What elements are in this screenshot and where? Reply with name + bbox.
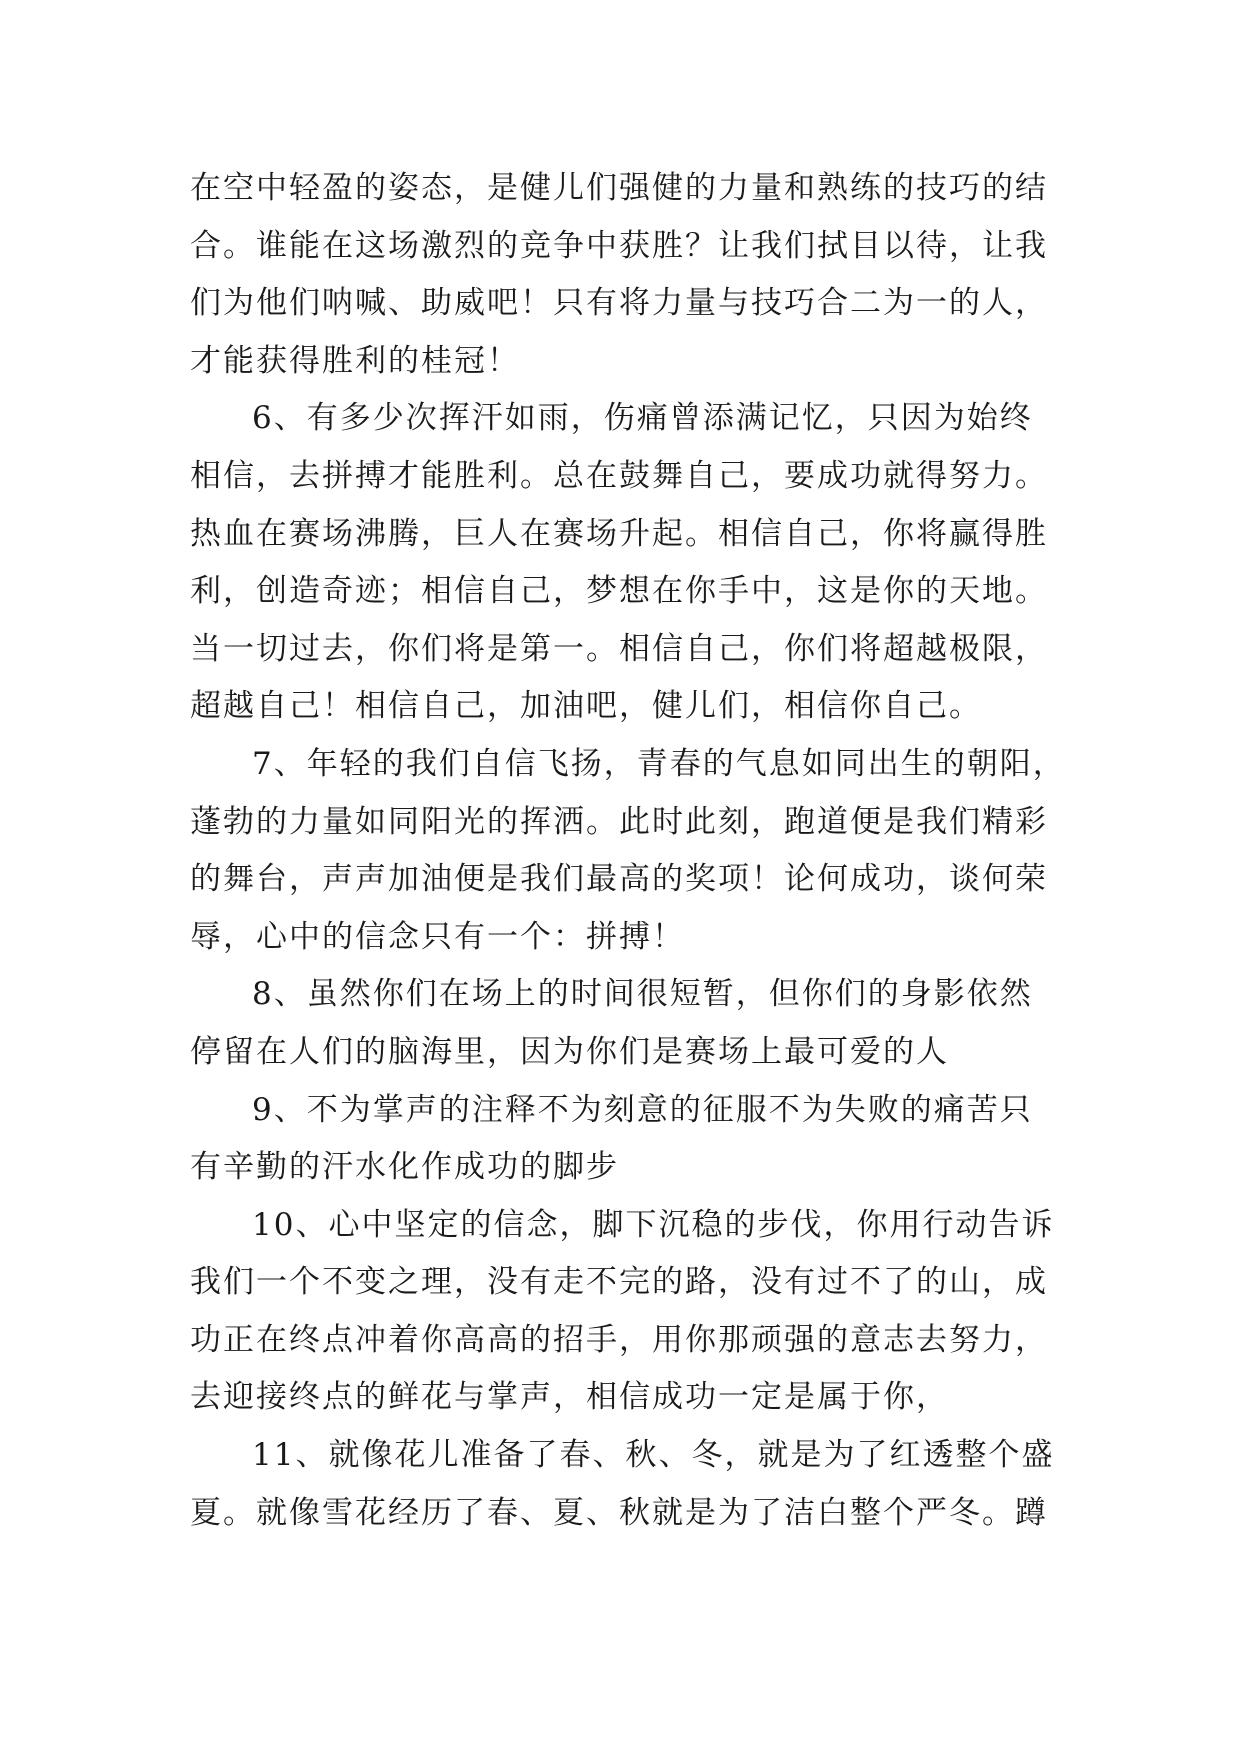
- text-line: 们为他们呐喊、助威吧！只有将力量与技巧合二为一的人，: [190, 285, 1048, 322]
- text-line: 夏。就像雪花经历了春、夏、秋就是为了洁白整个严冬。蹲: [190, 1494, 1048, 1531]
- text-line: 在空中轻盈的姿态，是健儿们强健的力量和熟练的技巧的结: [190, 170, 1048, 206]
- text-line: 超越自己！相信自己，加油吧，健儿们，相信你自己。: [190, 688, 982, 725]
- body-text: [190, 160, 1066, 1542]
- text-line: 合。谁能在这场激烈的竞争中获胜？让我们拭目以待，让我: [190, 227, 1048, 264]
- text-line: 功正在终点冲着你高高的招手，用你那顽强的意志去努力，: [190, 1321, 1048, 1358]
- text-line: 我们一个不变之理，没有走不完的路，没有过不了的山，成: [190, 1264, 1048, 1301]
- paragraph-first-line: 8、虽然你们在场上的时间很短暂，但你们的身影依然: [252, 976, 1033, 1013]
- text-line: 相信，去拼搏才能胜利。总在鼓舞自己，要成功就得努力。: [190, 457, 1048, 494]
- paragraph-first-line: 7、年轻的我们自信飞扬，青春的气息如同出生的朝阳，: [252, 745, 1066, 782]
- text-line: 停留在人们的脑海里，因为你们是赛场上最可爱的人: [190, 1033, 949, 1070]
- paragraph-first-line: 9、不为掌声的注释不为刻意的征服不为失败的痛苦只: [252, 1091, 1033, 1128]
- text-line: 蓬勃的力量如同阳光的挥洒。此时此刻，跑道便是我们精彩: [190, 803, 1048, 840]
- paragraph-first-line: 6、有多少次挥汗如雨，伤痛曾添满记忆，只因为始终: [252, 400, 1033, 437]
- text-line: 辱，心中的信念只有一个：拼搏！: [190, 918, 685, 955]
- text-line: 去迎接终点的鲜花与掌声，相信成功一定是属于你，: [190, 1379, 949, 1416]
- paragraph-first-line: 11、就像花儿准备了春、秋、冬，就是为了红透整个盛: [252, 1437, 1055, 1474]
- text-line: 才能获得胜利的桂冠！: [190, 342, 520, 379]
- text-line: 当一切过去，你们将是第一。相信自己，你们将超越极限，: [190, 630, 1048, 667]
- paragraph-first-line: 10、心中坚定的信念，脚下沉稳的步伐，你用行动告诉: [252, 1206, 1055, 1243]
- text-line: 的舞台，声声加油便是我们最高的奖项！论何成功，谈何荣: [190, 861, 1048, 898]
- text-line: 有辛勤的汗水化作成功的脚步: [190, 1149, 619, 1186]
- text-line: 热血在赛场沸腾，巨人在赛场升起。相信自己，你将赢得胜: [190, 515, 1048, 552]
- text-line: 利，创造奇迹；相信自己，梦想在你手中，这是你的天地。: [190, 573, 1048, 610]
